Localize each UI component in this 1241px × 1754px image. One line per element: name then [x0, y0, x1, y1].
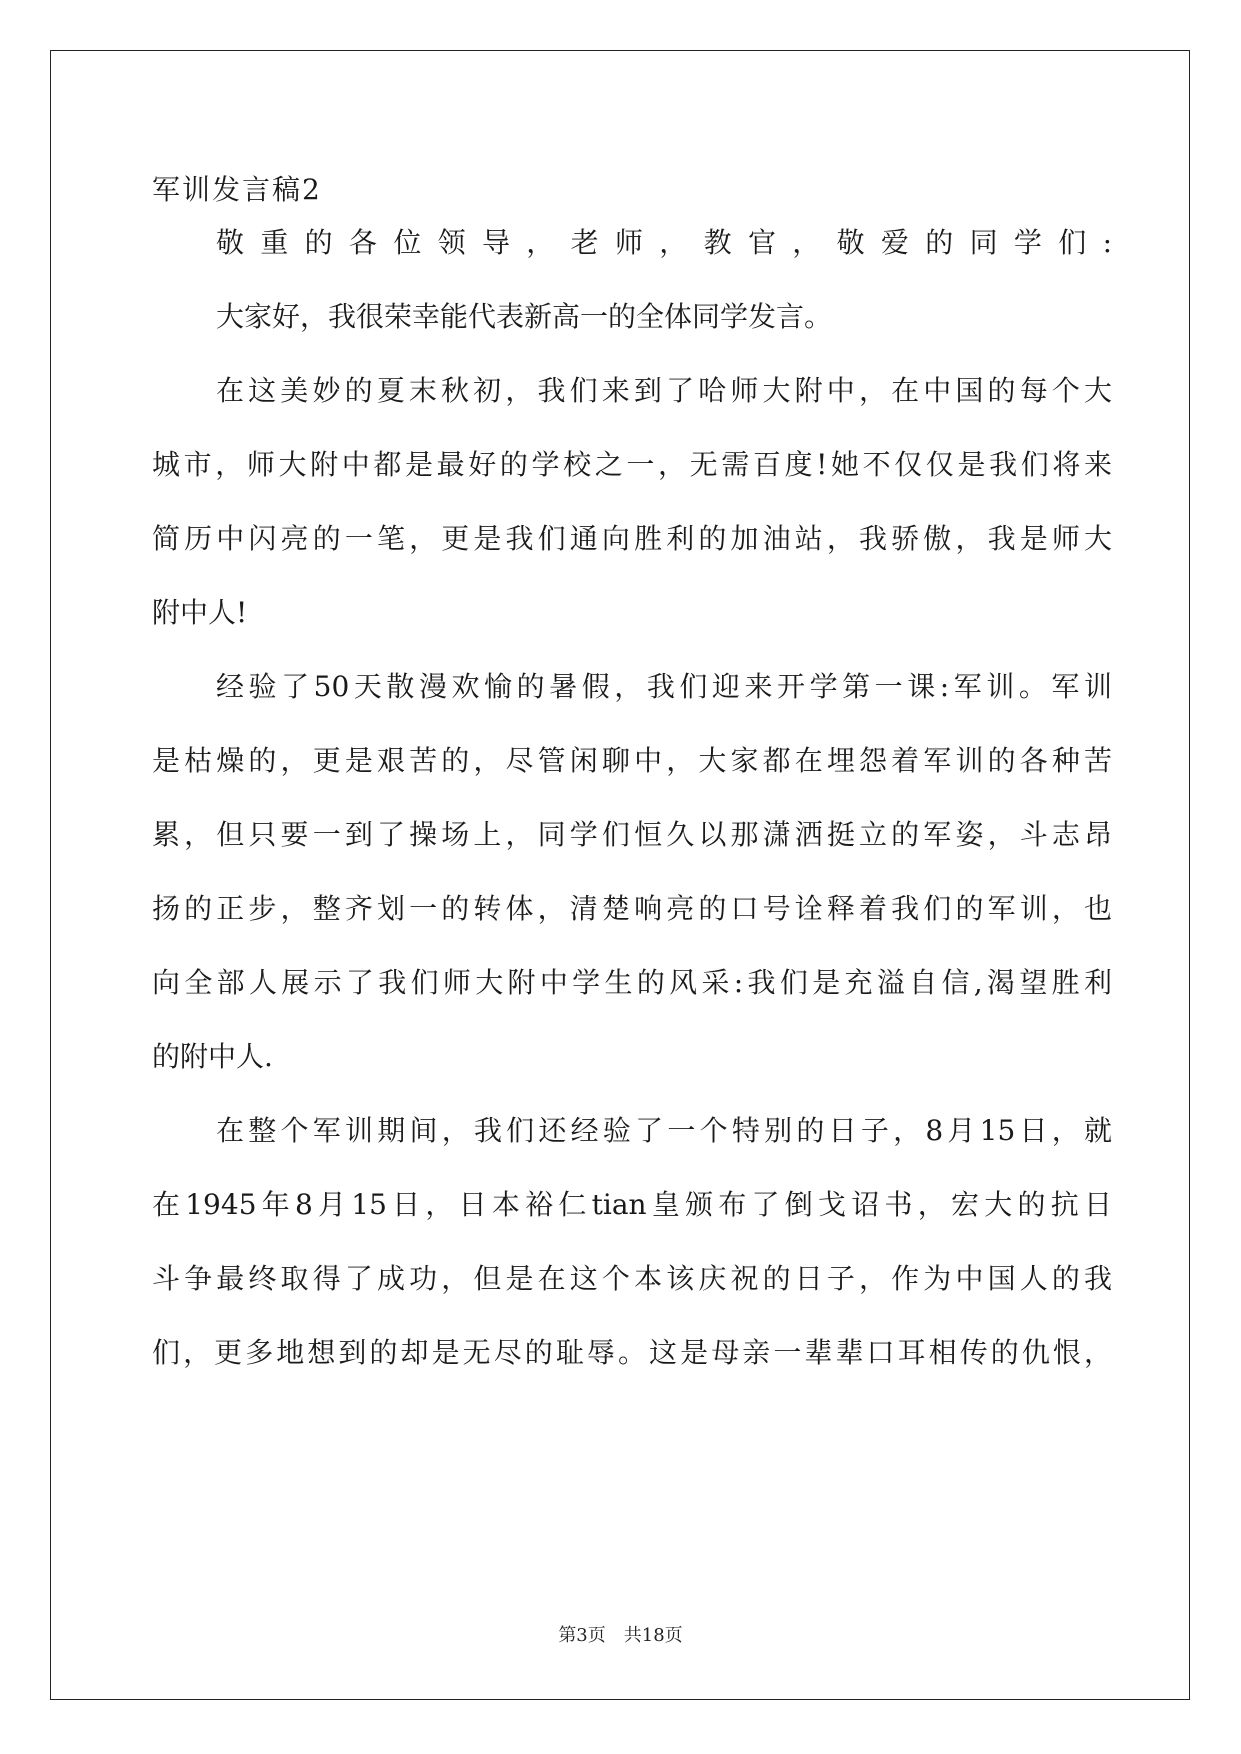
body-line: 经验了50天散漫欢愉的暑假，我们迎来开学第一课:军训。军训 [216, 670, 1112, 703]
body-line: 附中人! [152, 596, 248, 629]
body-line: 在整个军训期间，我们还经验了一个特别的日子，8月15日，就 [216, 1114, 1112, 1147]
body-line: 在这美妙的夏末秋初，我们来到了哈师大附中，在中国的每个大 [216, 374, 1112, 407]
body-line: 城市，师大附中都是最好的学校之一，无需百度!她不仅仅是我们将来 [152, 448, 1112, 481]
page-number: 第3页 共18页 [558, 1625, 683, 1646]
body-line: 累，但只要一到了操场上，同学们恒久以那潇洒挺立的军姿，斗志昂 [152, 818, 1112, 851]
body-line: 斗争最终取得了成功，但是在这个本该庆祝的日子，作为中国人的我 [152, 1262, 1112, 1295]
body-line: 的附中人. [152, 1040, 273, 1073]
body-line: 大家好，我很荣幸能代表新高一的全体同学发言。 [216, 300, 833, 333]
body-line: 在1945年8月15日，日本裕仁tian皇颁布了倒戈诏书，宏大的抗日 [152, 1188, 1112, 1221]
body-line: 简历中闪亮的一笔，更是我们通向胜利的加油站，我骄傲，我是师大 [152, 522, 1112, 555]
body-line: 是枯燥的，更是艰苦的，尽管闲聊中，大家都在埋怨着军训的各种苦 [152, 744, 1112, 777]
document-title: 军训发言稿2 [152, 173, 322, 206]
body-line: 向全部人展示了我们师大附中学生的风采:我们是充溢自信,渴望胜利 [152, 966, 1112, 999]
body-line: 敬重的各位领导，老师，教官，敬爱的同学们: [216, 226, 1112, 259]
body-line: 们，更多地想到的却是无尽的耻辱。这是母亲一辈辈口耳相传的仇恨， [152, 1336, 1112, 1369]
body-line: 扬的正步，整齐划一的转体，清楚响亮的口号诠释着我们的军训，也 [152, 892, 1112, 925]
